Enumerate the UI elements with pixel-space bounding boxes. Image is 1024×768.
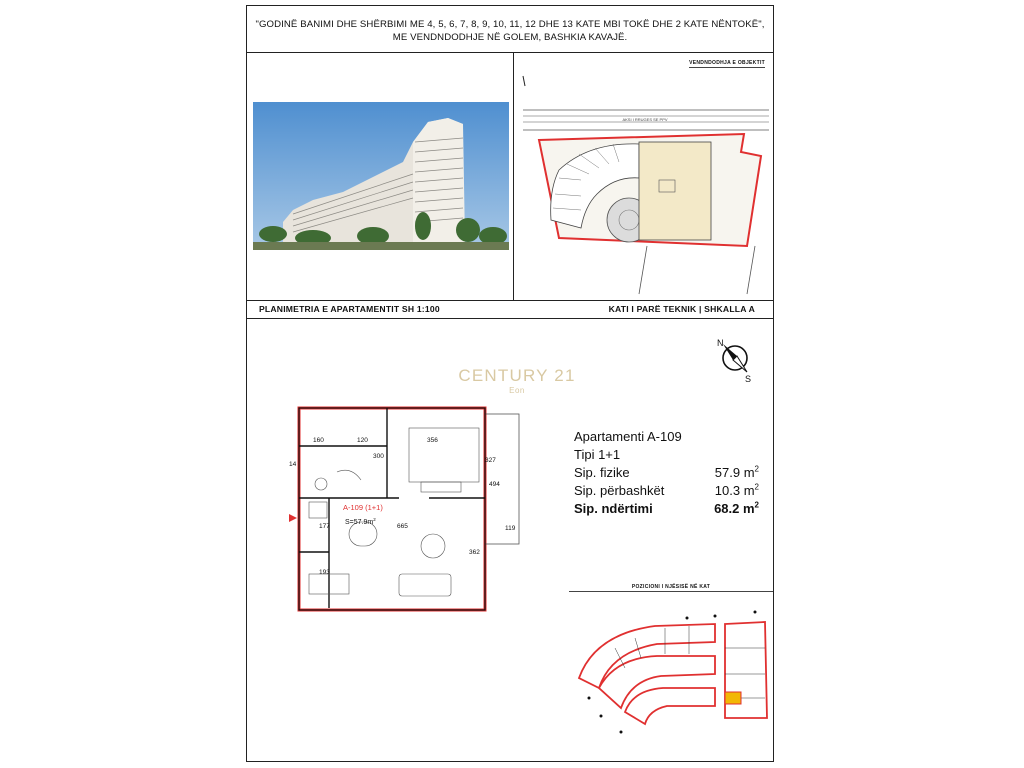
apartment-floor-plan	[289, 402, 539, 612]
divider	[247, 52, 773, 53]
divider	[247, 300, 773, 301]
compass-south: S	[745, 374, 752, 384]
plan-title: PLANIMETRIA E APARTAMENTIT SH 1:100	[259, 304, 440, 314]
area-row-shared	[574, 482, 759, 500]
watermark-logo	[447, 366, 587, 395]
floor-position-map	[565, 598, 773, 748]
unit-sup: 2	[754, 464, 759, 474]
dim-label: 119	[505, 525, 516, 532]
apartment-info	[574, 428, 759, 518]
compass-icon	[715, 338, 755, 388]
dim-label: 14	[289, 461, 297, 468]
unit-sup: 2	[754, 500, 759, 510]
area-value: 57.9 m	[714, 465, 755, 480]
road-label: AKSI I RRUGES SE PPV	[622, 117, 668, 122]
unit-area: S=57.9m	[345, 519, 374, 526]
unit-sup: 2	[754, 482, 759, 492]
dim-label: 362	[469, 549, 480, 556]
dim-label: 160	[313, 437, 324, 444]
area-label: Sip. përbashkët	[574, 483, 665, 498]
area-value: 68.2 m	[714, 501, 755, 516]
apartment-name: Apartamenti A-109	[574, 429, 682, 444]
dim-label: 120	[357, 437, 368, 444]
dim-label: 327	[485, 457, 496, 464]
apartment-type: Tipi 1+1	[574, 447, 621, 462]
divider	[513, 52, 514, 300]
area-label: Sip. ndërtimi	[574, 501, 653, 516]
title-line-2: ME VENDNDODHJE NË GOLEM, BASHKIA KAVAJË.	[392, 32, 628, 43]
site-label: VENDNDODHJA E OBJEKTIT	[689, 60, 765, 66]
floor-title: KATI I PARË TEKNIK | SHKALLA A	[608, 304, 755, 314]
area-value: 10.3 m	[714, 483, 755, 498]
compass-north: N	[717, 338, 724, 348]
area-row-built	[574, 500, 759, 518]
site-location-map	[519, 60, 771, 296]
dim-label: 193	[319, 569, 330, 576]
document-sheet	[246, 5, 774, 762]
unit-label: A-109 (1+1)	[343, 503, 383, 512]
watermark-brand: CENTURY 21	[458, 366, 576, 385]
area-label: Sip. fizike	[574, 465, 630, 480]
building-rendering	[253, 102, 509, 250]
dim-label: 665	[397, 523, 408, 530]
svg-text:S=57.9m2	[345, 517, 376, 526]
area-row-physical	[574, 464, 759, 482]
dim-label: 356	[427, 437, 438, 444]
divider	[247, 318, 773, 319]
unit-area-sup: 2	[373, 517, 376, 522]
dim-label: 300	[373, 453, 384, 460]
title-line-1: "GODINË BANIMI DHE SHËRBIMI ME 4, 5, 6, 7, 8, 9, 10, 11, 12 DHE 13 KATE MBI TOKË DHE 2 KATE NËNTOKË",	[255, 19, 765, 30]
watermark-office: Eon	[509, 386, 525, 395]
document-title	[247, 18, 773, 44]
dim-label: 494	[489, 481, 500, 488]
position-label: POZICIONI I NJËSISË NË KAT	[569, 584, 773, 592]
dim-label: 177	[319, 523, 330, 530]
